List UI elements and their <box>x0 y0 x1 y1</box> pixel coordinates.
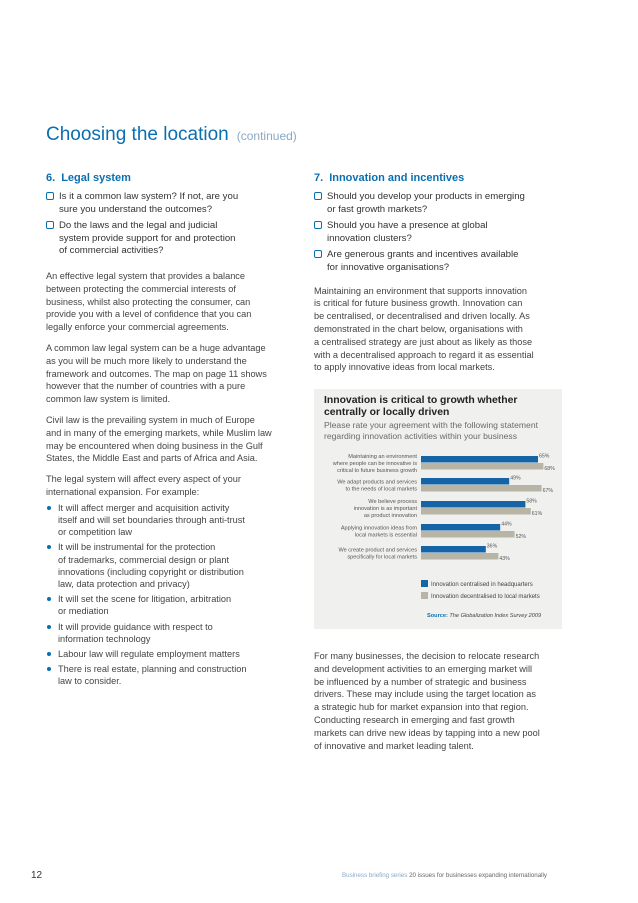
category-label: as product innovation <box>363 513 417 520</box>
bar <box>421 485 542 492</box>
legal-paragraph-1: An effective legal system that provides a balance between protecting the commercial interests of business, whilst also protecting the consumer, can provide you with a level of confidence that you can legally enforce your commercial agreements. <box>46 270 252 333</box>
chart-source: Source: The Globalization Index Survey 2009 <box>427 613 542 619</box>
legal-paragraph-3: Civil law is the prevailing system in much of Europe and in many of the emerging markets, while Muslim law may be encountered when doing business in the Gulf States, the Middle East and parts of Africa and Asia. <box>46 414 272 464</box>
data-label: 67% <box>542 488 553 494</box>
category-label: critical to future business growth <box>337 468 417 475</box>
bullet-icon <box>47 652 51 656</box>
bar <box>421 463 543 470</box>
innovation-heading <box>314 172 562 184</box>
legal-bullet: It will affect merger and acquisition activity itself and will set boundaries through anti-trust or competition law <box>46 502 301 539</box>
legal-section <box>46 172 301 688</box>
bar <box>421 546 486 553</box>
innovation-heading-text: Innovation and incentives <box>329 172 465 184</box>
data-label: 68% <box>544 466 555 472</box>
innovation-question: Are generous grants and incentives available for innovative organisations? <box>314 249 562 274</box>
legal-heading-text: Legal system <box>61 172 131 184</box>
checkbox-icon <box>314 192 322 200</box>
legal-bullet: It will set the scene for litigation, arbitration or mediation <box>46 593 301 617</box>
category-label: innovation is as important <box>353 506 417 512</box>
legal-bullet: There is real estate, planning and construction law to consider. <box>46 663 301 687</box>
bullet-icon <box>47 597 51 601</box>
legal-heading-number: 6. <box>46 172 56 184</box>
checkbox-icon <box>46 192 54 200</box>
data-label: 52% <box>515 534 526 540</box>
data-label: 65% <box>539 453 550 460</box>
category-label: local markets is essential <box>354 532 417 539</box>
page-title-text: Choosing the location <box>46 124 229 145</box>
innovation-question: Should you develop your products in emerging or fast growth markets? <box>314 191 562 216</box>
legal-bullet: Labour law will regulate employment matters <box>46 648 301 660</box>
category-label: specifically for local markets <box>347 554 417 561</box>
category-label: Maintaining an environment <box>348 453 417 460</box>
bar <box>421 478 509 485</box>
page-title-suffix: (continued) <box>236 129 297 143</box>
legal-paragraph-4: The legal system will affect every aspect of your international expansion. For example: <box>46 474 241 497</box>
bullet-icon <box>47 506 51 510</box>
chart-title: Innovation is critical to growth whether centrally or locally driven <box>324 395 518 419</box>
legend-label-hq: Innovation centralised in headquarters <box>431 582 533 588</box>
checkbox-icon <box>314 250 322 258</box>
data-label: 61% <box>531 511 543 517</box>
bar <box>421 553 498 560</box>
legal-heading <box>46 172 301 184</box>
category-label: where people can be innovative is <box>332 461 417 467</box>
category-label: We believe process <box>368 498 417 505</box>
innovation-paragraph-1: Maintaining an environment that supports innovation is critical for future business growth. Innovation can be centralised, or decentralised and driven locally. As demonstrated in the chart below, organisations with a centralised strategy are just about as likely as those with a decentralised approach to regard it as essential to apply innovative ideas from local markets. <box>314 285 534 373</box>
legal-bullet: It will be instrumental for the protection of trademarks, commercial design or plant innovations (including copyright or distribution law, data protection and privacy) <box>46 541 301 590</box>
legal-question: Do the laws and the legal and judicial system provide support for and protection of commercial activities? <box>46 220 301 258</box>
legend-label-local: Innovation decentralised to local markets <box>431 594 540 600</box>
innovation-paragraph-2-wrap <box>314 650 564 752</box>
category-label: We create product and services <box>338 547 417 554</box>
innovation-heading-number: 7. <box>314 172 324 184</box>
bullet-icon <box>47 625 51 629</box>
footer-title: 20 issues for businesses expanding internationally <box>409 872 548 879</box>
chart-subtitle: Please rate your agreement with the following statement regarding innovation activities within your business <box>324 420 539 441</box>
data-label: 36% <box>486 543 498 550</box>
bullet-icon <box>47 545 51 549</box>
legend-swatch-local <box>421 592 428 599</box>
data-label: 44% <box>501 521 512 528</box>
bar <box>421 501 525 508</box>
checkbox-icon <box>314 221 322 229</box>
legal-paragraph-2: A common law legal system can be a huge advantage as you will be much more likely to understand the framework and outcomes. The map on page 11 shows however that the number of countries with a pure common law system is limited. <box>46 342 267 405</box>
category-label: Applying innovation ideas from <box>340 525 417 532</box>
chart-panel <box>314 389 562 629</box>
category-label: to the needs of local markets <box>345 486 417 493</box>
data-label: 43% <box>499 556 510 562</box>
checkbox-icon <box>46 221 54 229</box>
bar <box>421 524 500 531</box>
bar <box>421 456 538 463</box>
innovation-section <box>314 172 562 374</box>
innovation-paragraph-2: For many businesses, the decision to relocate research and development activities to an emerging market will be influenced by a number of strategic and business drivers. These may include using the target location as a strategic hub for market expansion into that region. Conducting research in emerging and fast growth markets can drive new ideas by tapping into a new pool of innovative and market leading talent. <box>314 651 540 751</box>
bar <box>421 531 515 538</box>
category-label: We adapt products and services <box>337 479 417 486</box>
bullet-icon <box>47 667 51 671</box>
page-number: 12 <box>31 870 43 881</box>
legal-bullet: It will provide guidance with respect to information technology <box>46 621 301 645</box>
innovation-question: Should you have a presence at global innovation clusters? <box>314 220 562 245</box>
footer <box>342 872 547 879</box>
data-label: 58% <box>526 498 537 505</box>
page-title <box>46 124 297 146</box>
legal-question: Is it a common law system? If not, are you sure you understand the outcomes? <box>46 191 301 216</box>
footer-series: Business briefing series <box>342 872 408 879</box>
innovation-bar-chart <box>314 389 562 629</box>
data-label: 49% <box>510 475 521 482</box>
bar <box>421 508 531 515</box>
legend-swatch-hq <box>421 580 428 587</box>
